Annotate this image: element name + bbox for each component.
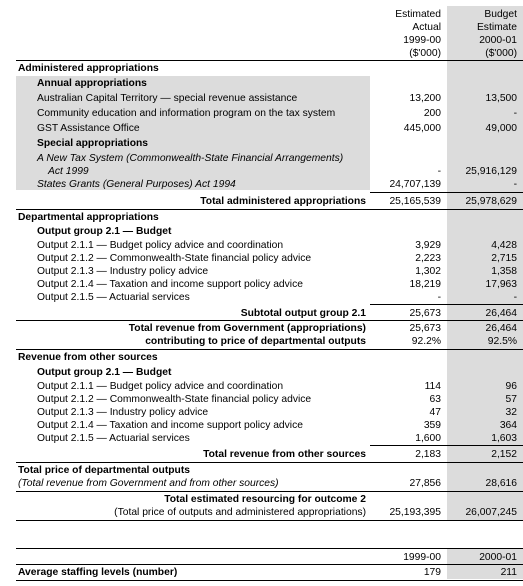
row-value-2000: - [513, 179, 517, 190]
resourcing-row [0, 493, 523, 506]
header-col2-line2: Estimate [476, 22, 517, 33]
row-value-2000: 96 [505, 381, 517, 392]
subtotal-value-2000: 26,464 [485, 308, 517, 319]
staffing-bottom-rule [16, 580, 523, 581]
header-rule [16, 60, 523, 61]
header-col1-line1: Estimated [395, 9, 441, 20]
section-rule [16, 349, 523, 350]
row-label: Output 2.1.2 — Commonwealth-State financial policy advice [37, 394, 312, 405]
row-value-1999: 18,219 [409, 279, 441, 290]
row-value-1999: 114 [424, 381, 441, 392]
row-value-2000: - [513, 292, 517, 303]
table-row [0, 265, 523, 278]
price-sub: (Total revenue from Government and from other sources) [18, 478, 279, 489]
staffing-value-2000: 211 [500, 567, 517, 578]
section-heading [0, 62, 523, 75]
row-value-2000: - [513, 108, 517, 119]
staffing-top-rule [16, 548, 523, 549]
row-value-1999: 3,929 [415, 240, 441, 251]
subtotal-value-1999: 25,673 [409, 308, 441, 319]
section-rule [16, 462, 523, 463]
total-value-1999: 25,165,539 [389, 196, 441, 207]
row-value-1999: 13,200 [409, 93, 441, 104]
total-gov-label: Total revenue from Government (appropriations) [128, 323, 366, 334]
subheading [0, 137, 523, 150]
row-value-1999: - [437, 292, 441, 303]
price-row [0, 477, 523, 490]
section-rule [16, 491, 523, 492]
row-value-1999: 2,223 [415, 253, 441, 264]
row-value-1999: 1,302 [415, 266, 441, 277]
header-col2-line3: 2000-01 [479, 35, 517, 46]
row-value-1999: 47 [429, 407, 441, 418]
row-value-2000: 13,500 [485, 93, 517, 104]
row-value-2000: 2,715 [491, 253, 517, 264]
rule [370, 192, 523, 193]
admin-title: Administered appropriations [18, 63, 159, 74]
row-value-1999: 445,000 [403, 123, 441, 134]
row-value-2000: 25,916,129 [465, 166, 517, 177]
table-row [0, 122, 523, 135]
row-label: Output 2.1.4 — Taxation and income support policy advice [37, 420, 303, 431]
table-row [0, 107, 523, 120]
table-row [0, 380, 523, 393]
table-row [0, 432, 523, 445]
dept-group-title: Output group 2.1 — Budget [37, 226, 172, 237]
table-row [0, 419, 523, 432]
row-value-2000: 4,428 [491, 240, 517, 251]
subheading [0, 366, 523, 379]
row-label: Output 2.1.5 — Actuarial services [37, 292, 190, 303]
total-gov-label-2: contributing to price of departmental outputs [145, 336, 366, 347]
total-gov-value-1999: 25,673 [409, 323, 441, 334]
row-value-2000: 1,603 [491, 433, 517, 444]
table-row [0, 393, 523, 406]
total-gov-value-2000: 26,464 [485, 323, 517, 334]
staffing-row [0, 566, 523, 579]
staffing-header-row [0, 551, 523, 564]
row-label: Output 2.1.5 — Actuarial services [37, 433, 190, 444]
total-row [0, 335, 523, 348]
row-value-2000: 364 [499, 420, 517, 431]
row-value-2000: 32 [505, 407, 517, 418]
row-label: Australian Capital Territory — special revenue assistance [37, 93, 298, 104]
header-col2-line4: ($'000) [485, 48, 517, 59]
special-title: Special appropriations [37, 138, 149, 149]
act1-label-line1: A New Tax System (Commonwealth-State Financial Arrangements) [37, 153, 344, 164]
act2-label: States Grants (General Purposes) Act 1994 [37, 179, 236, 190]
staffing-header-rule [16, 564, 523, 565]
annual-title: Annual appropriations [37, 78, 147, 89]
dept-title: Departmental appropriations [18, 212, 159, 223]
resourcing-sub: (Total price of outputs and administered appropriations) [114, 507, 366, 518]
row-value-2000: 17,963 [485, 279, 517, 290]
staffing-year-1: 1999-00 [403, 552, 441, 563]
rule [370, 445, 523, 446]
header-col2-line1: Budget [484, 9, 517, 20]
total-value-2000: 25,978,629 [465, 196, 517, 207]
total-row [0, 322, 523, 335]
section-heading [0, 211, 523, 224]
subtotal-row [0, 307, 523, 320]
table-row [0, 239, 523, 252]
row-label: Output 2.1.1 — Budget policy advice and coordination [37, 240, 284, 251]
table-row [0, 178, 523, 191]
total-gov-pct-2000: 92.5% [487, 336, 517, 347]
section-heading [0, 351, 523, 364]
row-label: Output 2.1.2 — Commonwealth-State financial policy advice [37, 253, 312, 264]
row-value-1999: 359 [423, 420, 441, 431]
price-label: Total price of departmental outputs [18, 465, 191, 476]
row-label: Community education and information program on the tax system [37, 108, 336, 119]
total-other-value-2000: 2,152 [491, 449, 517, 460]
budget-estimate-header [449, 8, 517, 60]
total-row [0, 448, 523, 461]
total-row [0, 195, 523, 208]
row-value-1999: - [437, 166, 441, 177]
row-label: Output 2.1.3 — Industry policy advice [37, 266, 209, 277]
row-label: Output 2.1.4 — Taxation and income support policy advice [37, 279, 303, 290]
header-col1-line4: ($'000) [409, 48, 441, 59]
rule [16, 320, 523, 321]
table-bottom-rule [16, 520, 523, 521]
resourcing-row [0, 506, 523, 519]
resourcing-value-1999: 25,193,395 [389, 507, 441, 518]
staffing-value-1999: 179 [423, 567, 441, 578]
price-value-2000: 28,616 [485, 478, 517, 489]
table-row [0, 152, 523, 165]
table-row [0, 291, 523, 304]
row-value-2000: 49,000 [485, 123, 517, 134]
row-value-2000: 1,358 [491, 266, 517, 277]
total-gov-pct-1999: 92.2% [411, 336, 441, 347]
subheading [0, 225, 523, 238]
header-col1-line2: Actual [412, 22, 441, 33]
table-row [0, 406, 523, 419]
row-value-1999: 24,707,139 [389, 179, 441, 190]
table-row [0, 92, 523, 105]
other-group-title: Output group 2.1 — Budget [37, 367, 172, 378]
row-label: GST Assistance Office [37, 123, 140, 134]
rule [370, 304, 523, 305]
table-row [0, 278, 523, 291]
total-other-value-1999: 2,183 [415, 449, 441, 460]
estimated-actual-header [372, 8, 441, 60]
header-col1-line3: 1999-00 [403, 35, 441, 46]
table-row [0, 252, 523, 265]
subheading [0, 77, 523, 90]
other-title: Revenue from other sources [18, 352, 158, 363]
total-admin-label: Total administered appropriations [200, 196, 366, 207]
row-label: Output 2.1.3 — Industry policy advice [37, 407, 209, 418]
subtotal-label: Subtotal output group 2.1 [240, 308, 366, 319]
section-rule [16, 209, 523, 210]
row-label: Output 2.1.1 — Budget policy advice and coordination [37, 381, 284, 392]
total-other-label: Total revenue from other sources [203, 449, 366, 460]
row-value-1999: 63 [429, 394, 441, 405]
staffing-year-2: 2000-01 [479, 552, 517, 563]
resourcing-value-2000: 26,007,245 [465, 507, 517, 518]
row-value-2000: 57 [505, 394, 517, 405]
resourcing-label: Total estimated resourcing for outcome 2 [164, 494, 366, 505]
row-value-1999: 1,600 [415, 433, 441, 444]
price-row [0, 464, 523, 477]
table-row [0, 165, 523, 178]
staffing-label: Average staffing levels (number) [18, 567, 178, 578]
act1-label-line2: Act 1999 [48, 166, 89, 177]
price-value-1999: 27,856 [409, 478, 441, 489]
row-value-1999: 200 [423, 108, 441, 119]
